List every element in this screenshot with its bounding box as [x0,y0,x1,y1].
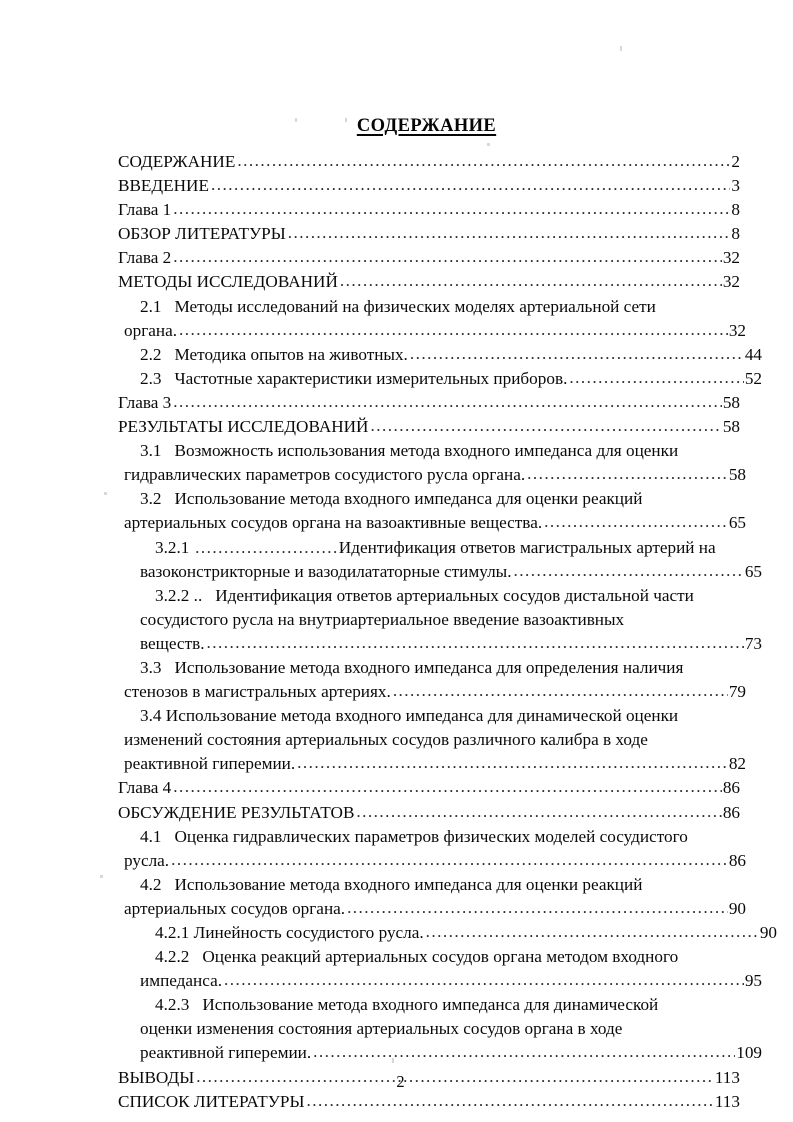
toc-entry-number: 4.2 [140,874,162,894]
toc-dot-leader [306,1089,713,1113]
toc-entry-label: Глава 3 [118,392,172,412]
toc-entry-title [118,270,338,294]
toc-entry-label: МЕТОДЫ ИССЛЕДОВАНИЙ [118,272,338,292]
toc-entry[interactable] [140,295,740,319]
toc-page-number: 65 [728,513,746,533]
toc-entry-number: 4.2.2 [155,947,190,967]
toc-entry-label: Использование метода входного импеданса для динамической оценки [165,706,679,726]
toc-dot-leader [237,149,730,173]
toc-dot-leader [340,269,722,293]
toc-page-number: 73 [744,633,762,653]
toc-page-number: 58 [722,417,740,437]
toc-dot-leader [410,342,744,366]
toc-entry-label: РЕЗУЛЬТАТЫ ИССЛЕДОВАНИЙ [118,417,369,437]
toc-entry-title [124,319,177,343]
toc-dot-leader [224,968,744,992]
toc-entry-number: 4.2.1 [155,923,190,942]
toc-page-number: 8 [731,224,740,244]
page-title [0,116,793,137]
toc-entry-title [118,246,171,270]
table-of-contents [118,150,777,1114]
toc-entry[interactable] [118,174,740,198]
page-folio: 2 [396,1072,405,1091]
toc-entry-label: Использование метода входного импеданса для оценки реакций [174,874,643,894]
toc-dot-leader [569,366,743,390]
toc-page-number: 32 [722,272,740,292]
toc-page-number: 90 [759,923,777,942]
toc-entry-label: импеданса. [140,971,223,991]
toc-entry-continuation[interactable] [124,463,746,487]
toc-page-number: 58 [722,392,740,412]
scan-speckle [620,46,622,51]
toc-page-number: 82 [728,754,746,774]
toc-entry-label: Методы исследований на физических моделях артериальной сети [174,296,656,316]
toc-entry-label: Линейность сосудистого русла. [193,923,424,942]
toc-entry[interactable] [140,439,740,463]
toc-entry-label: веществ. [140,633,205,653]
toc-page-number: 3 [731,176,740,196]
toc-entry-label: Оценка реакций артериальных сосудов органа методом входного [202,947,679,967]
toc-dot-leader [173,245,722,269]
toc-entry[interactable] [155,536,740,560]
toc-entry[interactable] [155,584,740,608]
toc-entry-label: Частотные характеристики измерительных приборов. [174,368,568,388]
toc-page-number: 113 [714,1091,740,1111]
toc-entry[interactable] [155,993,740,1017]
toc-entry-title [140,560,512,584]
toc-page-number: 32 [728,320,746,340]
toc-entry-title [140,632,205,656]
toc-dot-leader [313,1040,735,1064]
toc-entry-continuation[interactable] [140,560,762,584]
toc-entry-label: ОБЗОР ЛИТЕРАТУРЫ [118,224,286,244]
toc-entry-label: вазоконстрикторные и вазодилататорные стимулы. [140,561,512,581]
toc-entry[interactable] [140,343,762,367]
toc-entry-label: сосудистого русла на внутриартериальное введение вазоактивных [140,609,625,629]
toc-entry-title [118,391,171,415]
toc-dot-leader [288,221,731,245]
toc-entry-label: СОДЕРЖАНИЕ [118,152,236,171]
toc-dot-leader [347,896,728,920]
toc-entry-title [140,969,222,993]
toc-page-number: 44 [744,344,762,364]
toc-dot-leader [297,751,728,775]
toc-entry[interactable] [140,825,740,849]
toc-entry-title [118,198,171,222]
toc-dot-leader [356,800,721,824]
toc-page-number: 109 [736,1043,762,1063]
toc-entry-title [124,511,542,535]
toc-entry-label: артериальных сосудов органа на вазоактивные вещества. [124,513,543,533]
toc-dot-leader [514,559,744,583]
toc-entry-title [118,1090,304,1114]
toc-entry[interactable] [140,873,740,897]
toc-entry[interactable] [118,150,740,174]
toc-inline-leader: ......................... [189,537,339,557]
toc-entry-continuation[interactable] [124,680,746,704]
toc-entry-title [124,752,295,776]
toc-entry-continuation[interactable] [124,319,746,343]
toc-dot-leader [179,318,728,342]
toc-entry-title [118,415,368,439]
toc-entry-label: русла. [124,850,170,870]
toc-dot-leader [173,390,722,414]
toc-entry[interactable] [118,270,740,294]
toc-entry-label: ВЫВОДЫ [118,1067,195,1087]
toc-entry-title [118,222,286,246]
toc-page-number: 95 [744,971,762,991]
toc-entry[interactable] [118,246,740,270]
toc-entry-title [140,367,567,391]
toc-page-number: 79 [728,682,746,702]
toc-page-number: 86 [722,802,740,822]
toc-page-number: 65 [744,561,762,581]
toc-entry-number: 3.2.1 [155,537,190,557]
toc-entry-label: органа. [124,320,177,340]
toc-entry-label: СПИСОК ЛИТЕРАТУРЫ [118,1091,305,1111]
page-title-text: СОДЕРЖАНИЕ [356,116,497,137]
toc-entry-continuation[interactable] [124,849,746,873]
scan-speckle [100,875,103,878]
toc-entry[interactable] [140,704,740,728]
toc-entry-continuation[interactable] [140,969,762,993]
toc-dot-leader [173,775,722,799]
toc-entry-label: ВВЕДЕНИЕ [118,176,209,196]
toc-entry-number: 2.1 [140,296,162,316]
toc-entry-title [140,1041,311,1065]
toc-entry-label: Идентификация ответов магистральных артерий на [338,537,716,557]
toc-entry-number: 3.2 [140,489,162,509]
toc-entry-label: Идентификация ответов артериальных сосудов дистальной части [215,585,694,605]
toc-entry-title [140,343,408,367]
toc-entry-label: Глава 1 [118,200,172,220]
toc-entry-label: Оценка гидравлических параметров физических моделей сосудистого [174,826,688,846]
toc-entry-label: Возможность использования метода входного импеданса для оценки [174,441,679,461]
toc-entry-continuation[interactable] [140,1017,740,1041]
scan-speckle [487,143,490,146]
toc-entry-title [155,921,424,945]
toc-entry-label: Использование метода входного импеданса для оценки реакций [174,489,643,509]
toc-entry[interactable] [140,487,740,511]
toc-dot-leader [370,414,721,438]
toc-entry-label: гидравлических параметров сосудистого русла органа. [124,465,526,485]
scan-speckle [104,492,107,495]
toc-entry-title [124,849,169,873]
toc-entry-label: артериальных сосудов органа. [124,898,346,918]
toc-entry-continuation[interactable] [140,1041,762,1065]
toc-entry-number: 3.1 [140,441,162,461]
toc-entry-number: 3.3 [140,657,162,677]
toc-dot-leader [211,173,730,197]
toc-entry[interactable] [140,367,762,391]
toc-entry-label: Глава 4 [118,778,172,798]
toc-entry-label: Использование метода входного импеданса для определения наличия [174,657,684,677]
toc-entry[interactable] [118,801,740,825]
toc-entry-title [118,150,235,174]
toc-entry[interactable] [118,222,740,246]
toc-entry-number: 4.1 [140,826,162,846]
toc-dot-leader [426,920,759,944]
toc-entry-label: стенозов в магистральных артериях. [124,682,391,702]
toc-entry-label: оценки изменения состояния артериальных сосудов органа в ходе [140,1019,623,1039]
toc-entry-title [124,680,391,704]
toc-page-number: 86 [728,850,746,870]
toc-page-number: 52 [744,368,762,388]
toc-entry-label: реактивной гиперемии. [124,754,296,774]
toc-entry-title [118,776,171,800]
toc-entry-number: 4.2.3 [155,995,190,1015]
toc-entry-label: Глава 2 [118,248,172,268]
toc-entry[interactable] [118,415,740,439]
toc-entry-continuation[interactable] [124,511,746,535]
toc-entry[interactable] [155,945,740,969]
toc-entry-continuation[interactable] [124,897,746,921]
toc-entry[interactable] [118,1090,740,1114]
toc-dot-leader [173,197,730,221]
toc-page-number: 32 [722,248,740,268]
toc-entry-number: 3.4 [140,706,162,726]
toc-page-number: 113 [714,1067,740,1087]
toc-entry-title [124,897,345,921]
toc-entry-label: Методика опытов на животных. [174,344,408,364]
toc-entry-number: 3.2.2 .. [155,585,203,605]
toc-entry-label: Использование метода входного импеданса для динамической [202,995,659,1015]
toc-page-number: 58 [728,465,746,485]
toc-entry[interactable] [118,198,740,222]
toc-dot-leader [171,848,728,872]
toc-entry-title [118,801,354,825]
toc-entry-number: 2.3 [140,368,162,388]
toc-entry-continuation[interactable] [124,728,740,752]
toc-entry[interactable] [140,656,740,680]
toc-dot-leader [393,679,728,703]
toc-entry-number: 2.2 [140,344,162,364]
toc-dot-leader [544,510,728,534]
toc-entry[interactable] [118,776,740,800]
toc-entry-label: изменений состояния артериальных сосудов различного калибра в ходе [124,730,648,750]
toc-entry[interactable] [118,391,740,415]
toc-dot-leader [527,462,728,486]
toc-entry-continuation[interactable] [140,608,740,632]
toc-entry-continuation[interactable] [124,752,746,776]
toc-entry-title [118,174,209,198]
toc-dot-leader [207,631,744,655]
toc-entry-label: реактивной гиперемии. [140,1043,312,1063]
toc-page-number: 2 [731,152,740,171]
toc-page-number: 86 [722,778,740,798]
toc-page-number: 90 [728,898,746,918]
toc-entry-continuation[interactable] [140,632,762,656]
toc-entry[interactable] [155,921,777,945]
toc-entry-label: ОБСУЖДЕНИЕ РЕЗУЛЬТАТОВ [118,802,355,822]
toc-entry-title [124,463,525,487]
toc-page-number: 8 [731,200,740,220]
